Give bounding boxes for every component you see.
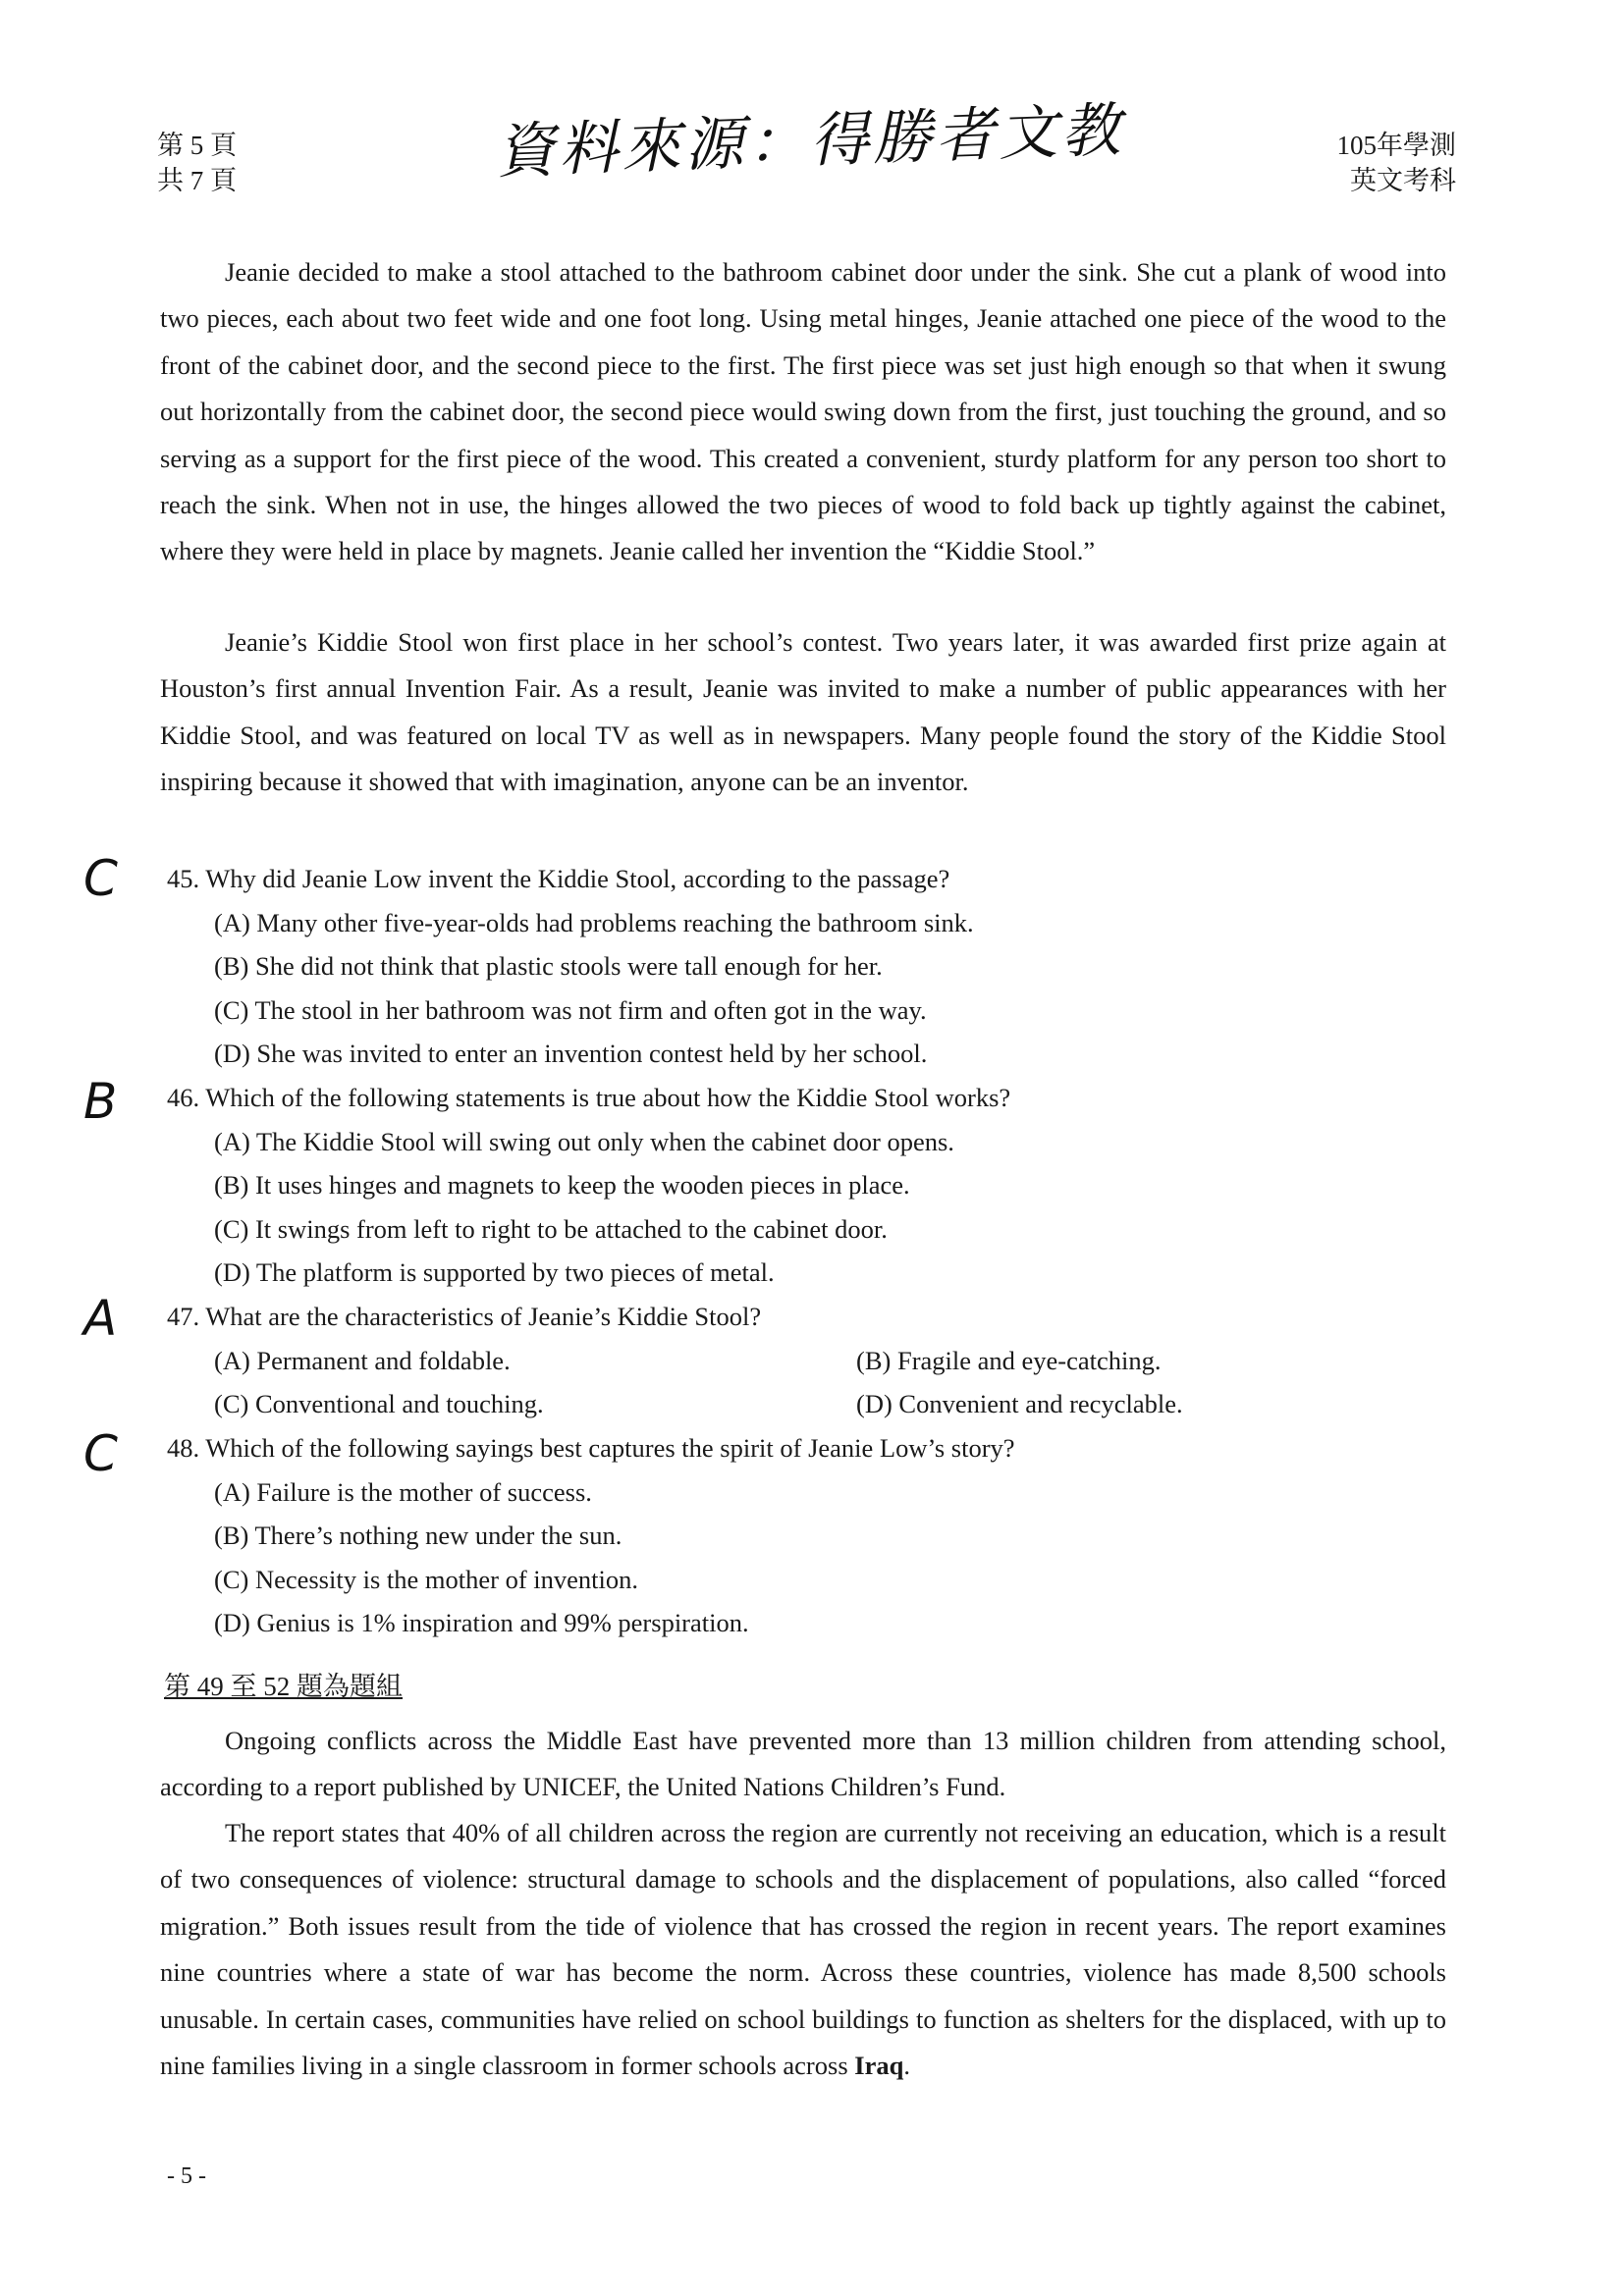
question-stem: 47. What are the characteristics of Jeanie’s Kiddie Stool?: [167, 1302, 762, 1331]
passage-paragraph: Ongoing conflicts across the Middle East have prevented more than 13 million children from attending school, according to a report published by UNICEF, the United Nations Children’s Fund.: [160, 1726, 1446, 1802]
option-a: (A) Many other five-year-olds had problems reaching the bathroom sink.: [214, 907, 974, 937]
option-a: (A) Permanent and foldable.: [214, 1345, 511, 1375]
option-c: (C) The stool in her bathroom was not firm and often got in the way.: [214, 994, 927, 1025]
handwritten-answer-mark: A: [83, 1290, 118, 1347]
option-a: (A) The Kiddie Stool will swing out only when the cabinet door opens.: [214, 1126, 954, 1156]
question-number: 45.: [167, 864, 200, 893]
option-d: (D) She was invited to enter an invention contest held by her school.: [214, 1039, 928, 1068]
handwritten-answer-mark: B: [83, 1073, 118, 1130]
option-a: (A) Failure is the mother of success.: [214, 1476, 592, 1507]
section-title: 第 49 至 52 題為題組: [164, 1672, 403, 1701]
option-b: (B) There’s nothing new under the sun.: [214, 1521, 622, 1550]
passage-paragraph: The report states that 40% of all children across the region are currently not receiving an education, which is a result of two consequences of violence: structural damage to schools and the displacement of populations, also called “forced migration.” Both issues result from the tide of violence that has crossed the region in recent years. The report examines nine countries where a state of war has become the norm. Across these countries, violence has made 8,500 schools unusable. In certain cases, communities have relied on school buildings to function as shelters for the displaced, with up to nine families living in a single classroom in former schools across Iraq.: [160, 1818, 1446, 2081]
handwritten-answer-mark: C: [83, 1425, 118, 1482]
question-47: [167, 1295, 1443, 1426]
option-b: (B) It uses hinges and magnets to keep the wooden pieces in place.: [214, 1170, 910, 1200]
question-stem: 46. Which of the following statements is true about how the Kiddie Stool works?: [167, 1083, 1011, 1112]
source-note-handwritten: 資料來源：得勝者文教: [495, 97, 1125, 186]
option-row: [167, 1382, 1443, 1426]
question-45: [167, 857, 1443, 1076]
option-c: (C) Conventional and touching.: [214, 1389, 544, 1418]
question-stem: 48. Which of the following sayings best captures the spirit of Jeanie Low’s story?: [167, 1433, 1015, 1463]
question-stem: 45. Why did Jeanie Low invent the Kiddie Stool, according to the passage?: [167, 864, 950, 893]
page-total: 共 7 頁: [157, 166, 237, 195]
handwritten-answer-mark: C: [83, 850, 118, 907]
page-current: 第 5 頁: [157, 131, 237, 160]
exam-year: 105年學測: [1336, 131, 1456, 160]
question-46: [167, 1076, 1443, 1295]
emphasized-word: Iraq: [854, 2051, 904, 2081]
option-c: (C) It swings from left to right to be attached to the cabinet door.: [214, 1213, 888, 1244]
passage-paragraph: Jeanie decided to make a stool attached to the bathroom cabinet door under the sink. She cut a plank of wood into two pieces, each about two feet wide and one foot long. Using metal hinges, Jeanie attached one piece of the wood to the front of the cabinet door, and the second piece to the first. The first piece was set just high enough so that when it swung out horizontally from the cabinet door, the second piece would swing down from the first, just touching the ground, and so serving as a support for the first piece of the wood. This created a convenient, sturdy platform for any person too short to reach the sink. When not in use, the hinges allowed the two pieces of wood to fold back up tightly against the cabinet, where they were held in place by magnets. Jeanie called her invention the “Kiddie Stool.”: [160, 257, 1446, 566]
option-b: (B) Fragile and eye-catching.: [856, 1345, 1162, 1375]
question-number: 48.: [167, 1433, 200, 1463]
question-48: [167, 1426, 1443, 1645]
option-d: (D) The platform is supported by two pieces of metal.: [214, 1257, 775, 1287]
option-d: (D) Convenient and recyclable.: [856, 1389, 1183, 1418]
page-number: - 5 -: [167, 2163, 206, 2189]
option-row: [167, 1339, 1443, 1383]
exam-info: [1337, 128, 1457, 198]
option-d: (D) Genius is 1% inspiration and 99% perspiration.: [214, 1608, 749, 1637]
option-b: (B) She did not think that plastic stools were tall enough for her.: [214, 951, 883, 981]
passage-paragraph: Jeanie’s Kiddie Stool won first place in her school’s contest. Two years later, it was awarded first prize again at Houston’s first annual Invention Fair. As a result, Jeanie was invited to make a number of public appearances with her Kiddie Stool, and was featured on local TV as well as in newspapers. Many people found the story of the Kiddie Stool inspiring because it showed that with imagination, anyone can be an inventor.: [160, 627, 1446, 797]
question-number: 47.: [167, 1302, 200, 1331]
question-number: 46.: [167, 1083, 200, 1112]
page-indicator: [157, 128, 237, 198]
option-c: (C) Necessity is the mother of invention.: [214, 1564, 639, 1594]
exam-subject: 英文考科: [1350, 166, 1456, 195]
